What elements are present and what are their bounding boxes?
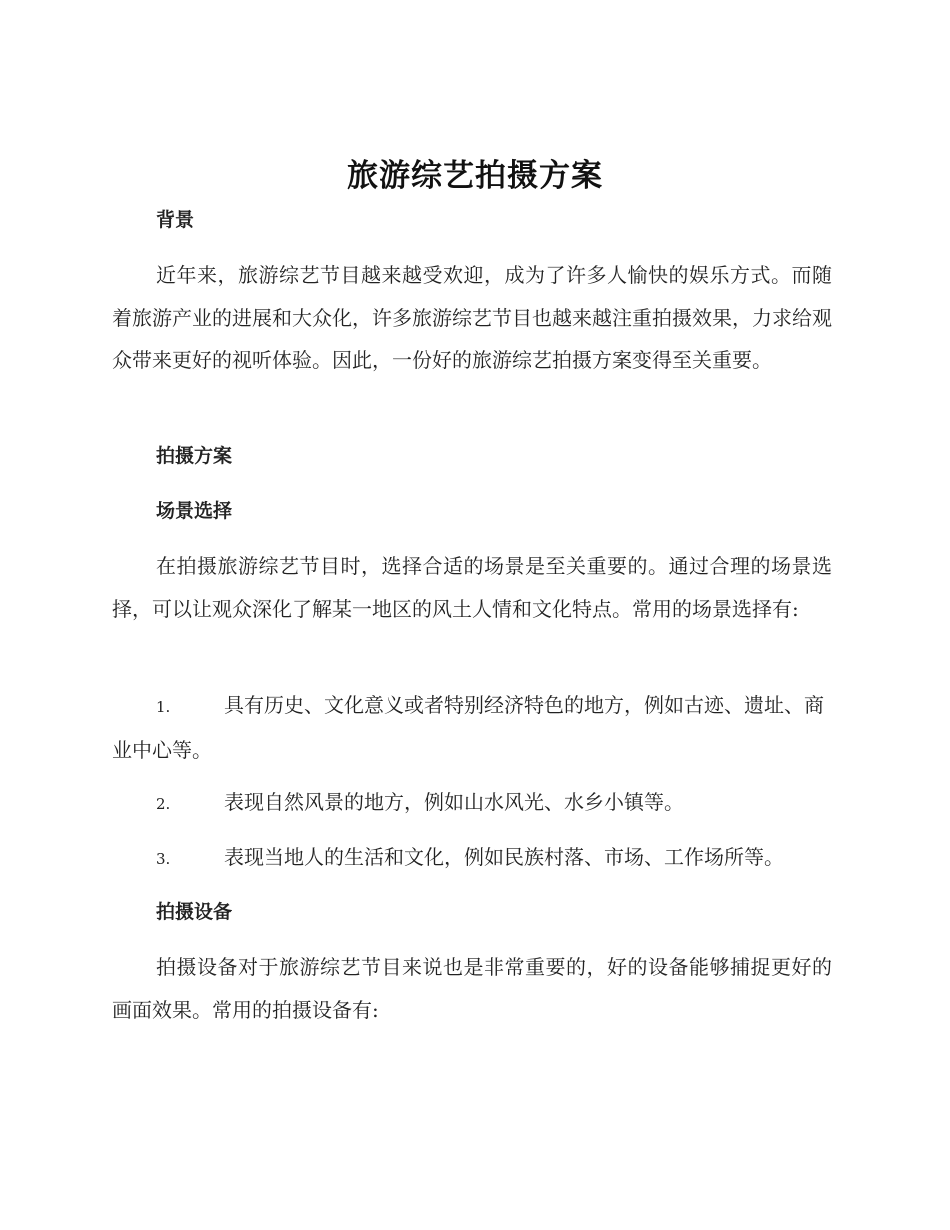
document-title: 旅游综艺拍摄方案 [347, 158, 603, 194]
list-item-text: 表现当地人的生活和文化，例如民族村落、市场、工作场所等。 [224, 845, 784, 869]
scene-list-item-1 [112, 684, 832, 771]
scene-list-item-2 [112, 781, 832, 826]
list-item-text: 具有历史、文化意义或者特别经济特色的地方，例如古迹、遗址、商业中心等。 [112, 693, 824, 762]
list-item-text: 表现自然风景的地方，例如山水风光、水乡小镇等。 [224, 790, 684, 814]
list-number: 3. [156, 850, 171, 868]
equipment-heading: 拍摄设备 [156, 901, 233, 923]
background-paragraph: 近年来，旅游综艺节目越来越受欢迎，成为了许多人愉快的娱乐方式。而随着旅游产业的进展和大众化，许多旅游综艺节目也越来越注重拍摄效果，力求给观众带来更好的视听体验。因此，一份好的旅游综艺拍摄方案变得至关重要。 [112, 263, 832, 372]
scene-list-item-3 [112, 836, 832, 881]
scene-heading: 场景选择 [156, 500, 233, 522]
background-heading: 背景 [156, 209, 195, 231]
list-number: 1. [156, 698, 171, 716]
list-number: 2. [156, 795, 171, 813]
equipment-paragraph: 拍摄设备对于旅游综艺节目来说也是非常重要的，好的设备能够捕捉更好的画面效果。常用的拍摄设备有: [112, 955, 832, 1022]
plan-heading: 拍摄方案 [156, 445, 233, 467]
scene-paragraph: 在拍摄旅游综艺节目时，选择合适的场景是至关重要的。通过合理的场景选择，可以让观众深化了解某一地区的风土人情和文化特点。常用的场景选择有: [112, 554, 832, 621]
